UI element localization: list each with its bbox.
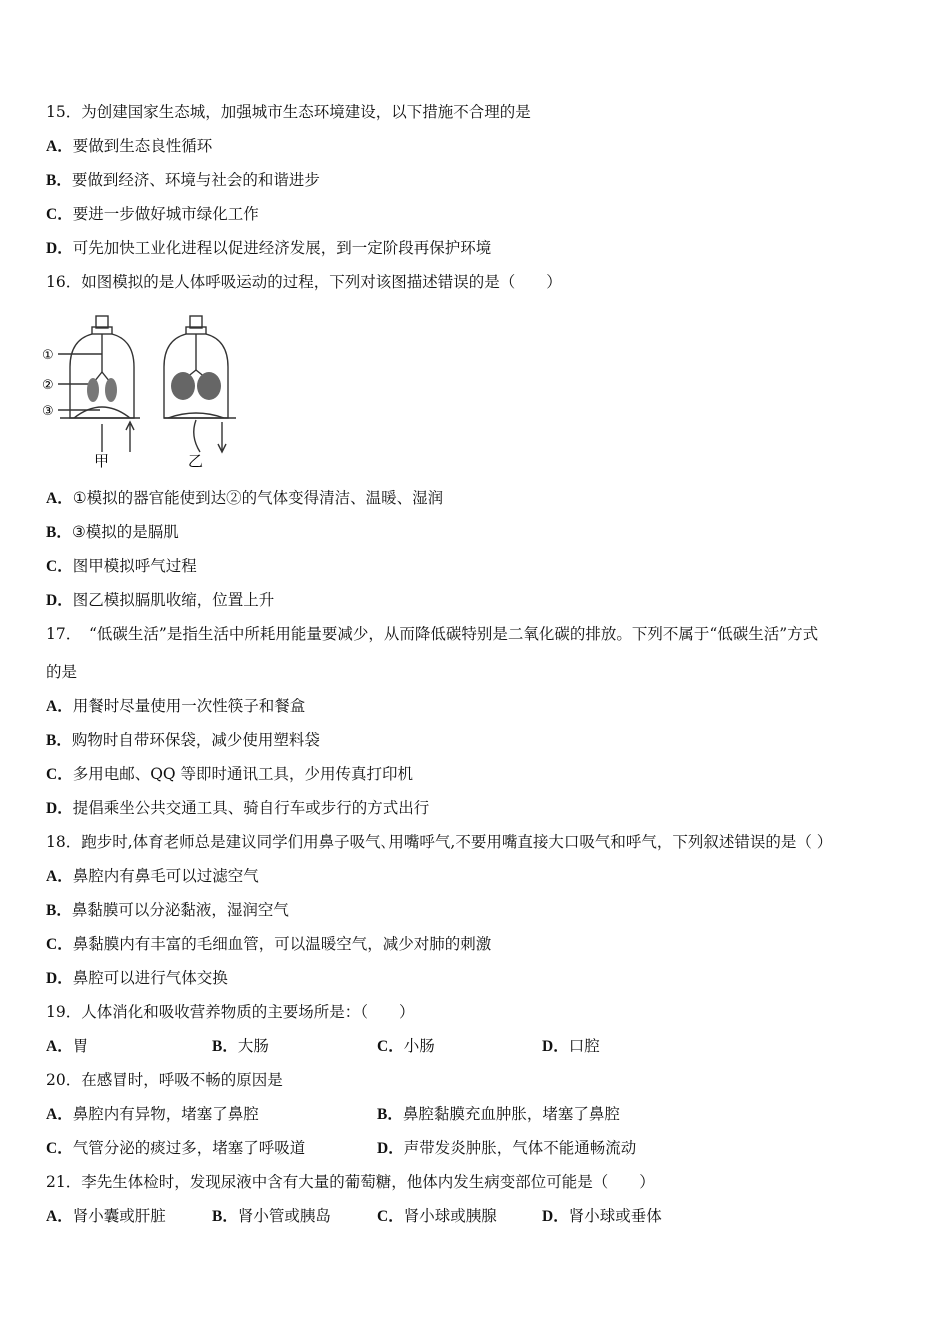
option-text: 购物时自带环保袋，减少使用塑料袋 xyxy=(71,731,320,749)
option-text: 气管分泌的痰过多，堵塞了呼吸道 xyxy=(72,1139,306,1157)
q17-stem-line1: 17． “低碳生活”是指生活中所耗用能量要减少，从而降低碳特别是二氧化碳的排放。下列不属于“低碳生活”方式 xyxy=(46,625,819,643)
option-text: 用餐时尽量使用一次性筷子和餐盒 xyxy=(72,697,306,715)
caption-yi: 乙 xyxy=(188,452,204,470)
option-text: 提倡乘坐公共交通工具、骑自行车或步行的方式出行 xyxy=(72,799,430,817)
label-3: ③ xyxy=(42,404,54,419)
option-text: 小肠 xyxy=(403,1037,435,1055)
q18-option-b[interactable] xyxy=(46,900,289,921)
option-letter: B． xyxy=(46,524,72,541)
option-text: 肾小囊或肝脏 xyxy=(72,1207,166,1225)
breathing-model-figure xyxy=(40,312,240,472)
option-letter: D． xyxy=(46,240,73,257)
option-text: 鼻腔内有异物，堵塞了鼻腔 xyxy=(72,1105,259,1123)
option-letter: D． xyxy=(377,1140,404,1157)
stopper-left xyxy=(96,316,108,328)
lung-right-large-1 xyxy=(171,372,195,400)
q20-option-b[interactable] xyxy=(377,1104,620,1125)
option-text: 图甲模拟呼气过程 xyxy=(72,557,197,575)
option-letter: B． xyxy=(46,732,72,749)
q20-option-a[interactable] xyxy=(46,1104,259,1125)
diaphragm-right xyxy=(168,413,224,418)
q19-option-c[interactable] xyxy=(377,1036,435,1057)
q18-option-d[interactable] xyxy=(46,968,228,989)
q15-option-b[interactable] xyxy=(46,170,320,191)
option-text: 胃 xyxy=(72,1037,89,1055)
label-2: ② xyxy=(42,378,54,393)
option-text: 鼻腔可以进行气体交换 xyxy=(72,969,228,987)
option-letter: C． xyxy=(377,1208,404,1225)
option-text: 肾小球或胰腺 xyxy=(403,1207,497,1225)
q17-option-d[interactable] xyxy=(46,798,429,819)
option-letter: D． xyxy=(46,800,73,817)
option-letter: C． xyxy=(46,558,73,575)
option-text: 要做到经济、环境与社会的和谐进步 xyxy=(71,171,320,189)
option-text: 鼻黏膜可以分泌黏液，湿润空气 xyxy=(71,901,289,919)
q16-option-c[interactable] xyxy=(46,556,197,577)
option-text: 口腔 xyxy=(568,1037,600,1055)
q21-option-c[interactable] xyxy=(377,1206,497,1227)
option-text: 鼻黏膜内有丰富的毛细血管，可以温暖空气，减少对肺的刺激 xyxy=(72,935,492,953)
option-text: 大肠 xyxy=(237,1037,269,1055)
q21-option-a[interactable] xyxy=(46,1206,166,1227)
option-letter: A． xyxy=(46,1106,73,1123)
q17-option-a[interactable] xyxy=(46,696,305,717)
q17-option-b[interactable] xyxy=(46,730,320,751)
q15-option-a[interactable] xyxy=(46,136,212,157)
q16-option-d[interactable] xyxy=(46,590,274,611)
q21-stem: 21．李先生体检时，发现尿液中含有大量的葡萄糖，他体内发生病变部位可能是（ ） xyxy=(46,1173,655,1191)
option-letter: A． xyxy=(46,698,73,715)
lung-left-small-2 xyxy=(105,378,117,402)
breathing-model-diagram xyxy=(40,312,240,472)
option-letter: C． xyxy=(46,936,73,953)
option-text: ①模拟的器官能使到达②的气体变得清洁、温暖、湿润 xyxy=(72,489,444,507)
lung-right-large-2 xyxy=(197,372,221,400)
option-text: 图乙模拟膈肌收缩，位置上升 xyxy=(72,591,275,609)
option-letter: B． xyxy=(46,902,72,919)
q19-option-a[interactable] xyxy=(46,1036,88,1057)
q20-option-c[interactable] xyxy=(46,1138,305,1159)
q15-option-c[interactable] xyxy=(46,204,259,225)
option-text: 多用电邮、QQ 等即时通讯工具，少用传真打印机 xyxy=(72,765,414,783)
option-letter: D． xyxy=(542,1208,569,1225)
q21-option-d[interactable] xyxy=(542,1206,662,1227)
arrow-down xyxy=(218,422,226,452)
q16-option-a[interactable] xyxy=(46,488,443,509)
option-text: 可先加快工业化进程以促进经济发展，到一定阶段再保护环境 xyxy=(72,239,492,257)
q15-option-d[interactable] xyxy=(46,238,491,259)
q17-option-c[interactable] xyxy=(46,764,413,785)
q19-option-b[interactable] xyxy=(212,1036,269,1057)
caption-jia: 甲 xyxy=(94,452,110,470)
option-text: 要进一步做好城市绿化工作 xyxy=(72,205,259,223)
option-letter: A． xyxy=(46,868,73,885)
option-text: 肾小管或胰岛 xyxy=(237,1207,331,1225)
lung-left-small-1 xyxy=(87,378,99,402)
q15-stem: 15．为创建国家生态城，加强城市生态环境建设，以下措施不合理的是 xyxy=(46,103,531,121)
q19-stem: 19．人体消化和吸收营养物质的主要场所是：（ ） xyxy=(46,1003,415,1021)
q16-option-b[interactable] xyxy=(46,522,179,543)
option-text: 声带发炎肿胀，气体不能通畅流动 xyxy=(403,1139,637,1157)
option-text: 鼻腔内有鼻毛可以过滤空气 xyxy=(72,867,259,885)
diaphragm-left xyxy=(74,407,130,418)
option-letter: C． xyxy=(46,1140,73,1157)
option-letter: D． xyxy=(46,970,73,987)
stopper-right xyxy=(190,316,202,328)
q21-option-b[interactable] xyxy=(212,1206,331,1227)
q20-stem: 20．在感冒时，呼吸不畅的原因是 xyxy=(46,1071,283,1089)
option-letter: C． xyxy=(46,766,73,783)
option-letter: A． xyxy=(46,1208,73,1225)
option-letter: B． xyxy=(212,1038,238,1055)
option-letter: B． xyxy=(212,1208,238,1225)
q18-option-c[interactable] xyxy=(46,934,491,955)
q18-stem: 18．跑步时,体育老师总是建议同学们用鼻子吸气､用嘴呼气,不要用嘴直接大口吸气和呼气，下列叙述错误的是（ ） xyxy=(46,833,833,851)
q16-stem: 16．如图模拟的是人体呼吸运动的过程，下列对该图描述错误的是（ ） xyxy=(46,273,562,291)
q18-option-a[interactable] xyxy=(46,866,259,887)
option-letter: C． xyxy=(377,1038,404,1055)
q19-option-d[interactable] xyxy=(542,1036,600,1057)
label-1: ① xyxy=(42,348,54,363)
q17-stem-line2: 的是 xyxy=(46,663,78,681)
option-letter: B． xyxy=(46,172,72,189)
option-text: 鼻腔黏膜充血肿胀，堵塞了鼻腔 xyxy=(402,1105,620,1123)
option-letter: C． xyxy=(46,206,73,223)
arrow-up xyxy=(126,422,134,452)
option-text: 肾小球或垂体 xyxy=(568,1207,662,1225)
q20-option-d[interactable] xyxy=(377,1138,636,1159)
option-text: 要做到生态良性循环 xyxy=(72,137,213,155)
option-text: ③模拟的是膈肌 xyxy=(71,523,179,541)
option-letter: B． xyxy=(377,1106,403,1123)
option-letter: D． xyxy=(542,1038,569,1055)
option-letter: A． xyxy=(46,138,73,155)
option-letter: A． xyxy=(46,1038,73,1055)
option-letter: D． xyxy=(46,592,73,609)
option-letter: A． xyxy=(46,490,73,507)
